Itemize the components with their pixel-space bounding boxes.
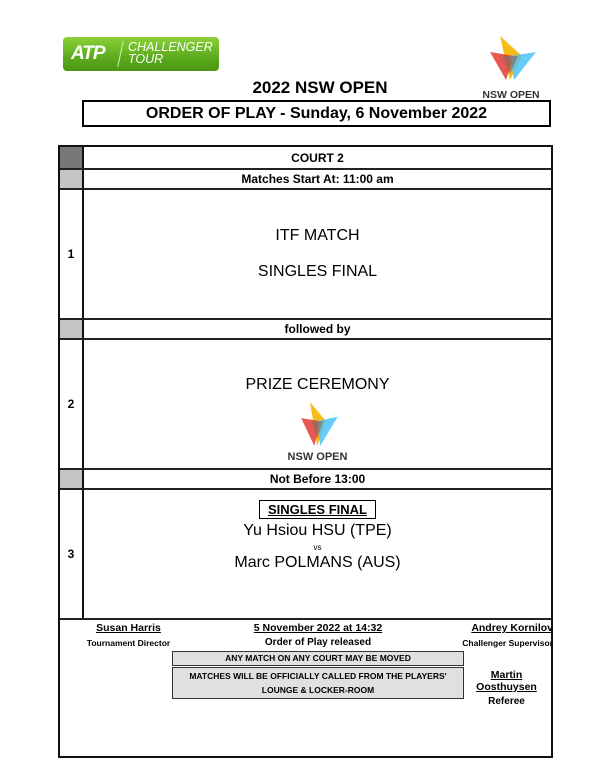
nsw-open-sail-icon [470,34,552,82]
separator-row [60,470,551,488]
referee-role: Referee [488,696,525,707]
match-cell [84,190,551,318]
shade-cell [60,470,84,488]
ceremony-logo [84,400,551,463]
notice-line: LOUNGE & LOCKER-ROOM [261,685,375,695]
nsw-open-label: NSW OPEN [287,451,348,463]
match-row-2 [60,340,551,468]
match-number: 3 [60,490,84,618]
start-time: Matches Start At: 11:00 am [241,172,394,186]
player-1: Yu Hsiou HSU (TPE) [243,522,392,539]
challenger-tour-text [128,41,213,65]
order-of-play-subtitle: ORDER OF PLAY - Sunday, 6 November 2022 [82,100,551,127]
match-row-3 [60,490,551,618]
director-name: Susan Harris [96,622,161,634]
atp-line1: CHALLENGER [128,40,213,54]
match-line: ITF MATCH [275,227,360,244]
supervisor-name: Andrey Kornilov [471,622,553,634]
player-2: Marc POLMANS (AUS) [234,554,401,571]
release-datetime: 5 November 2022 at 14:32 [253,622,383,634]
court-header-row [60,147,551,168]
match-row-1 [60,190,551,318]
notice-line: MATCHES WILL BE OFFICIALLY CALLED FROM THE PLAYERS' [189,671,447,681]
supervisor-role: Challenger Supervisor [462,638,553,648]
match-number: 2 [60,340,84,468]
match-cell [84,490,551,618]
shade-cell [60,320,84,338]
match-cell [84,340,551,468]
atp-line2: TOUR [128,52,164,66]
match-line: SINGLES FINAL [257,263,378,280]
release-label: Order of Play released [264,637,372,648]
start-time-row [60,170,551,188]
shade-cell [60,170,84,188]
separator-row [60,320,551,338]
match-line: PRIZE CEREMONY [245,376,390,393]
court-name: COURT 2 [291,150,344,165]
referee-name: Martin Oosthuysen [476,669,537,693]
nsw-open-sail-icon [288,400,348,448]
logo-divider [117,41,124,67]
followed-by-label: followed by [284,322,351,336]
atp-mark: ATP [71,43,105,64]
page-title: 2022 NSW OPEN [252,78,388,97]
notice-called [172,667,464,699]
release-info [172,622,464,648]
notice-moved: ANY MATCH ON ANY COURT MAY BE MOVED [172,651,464,666]
referee [460,669,553,707]
event-label: SINGLES FINAL [259,500,376,519]
nsw-open-logo [470,34,552,101]
divider [60,618,551,620]
shade-cell [60,147,84,168]
not-before-label: Not Before 13:00 [269,472,366,486]
supervisor [460,622,553,648]
director-role: Tournament Director [86,638,171,648]
nsw-open-label: NSW OPEN [482,89,540,101]
vs-label: vs [313,543,322,552]
order-of-play-table [58,145,553,758]
match-number: 1 [60,190,84,318]
atp-challenger-logo [63,37,219,71]
